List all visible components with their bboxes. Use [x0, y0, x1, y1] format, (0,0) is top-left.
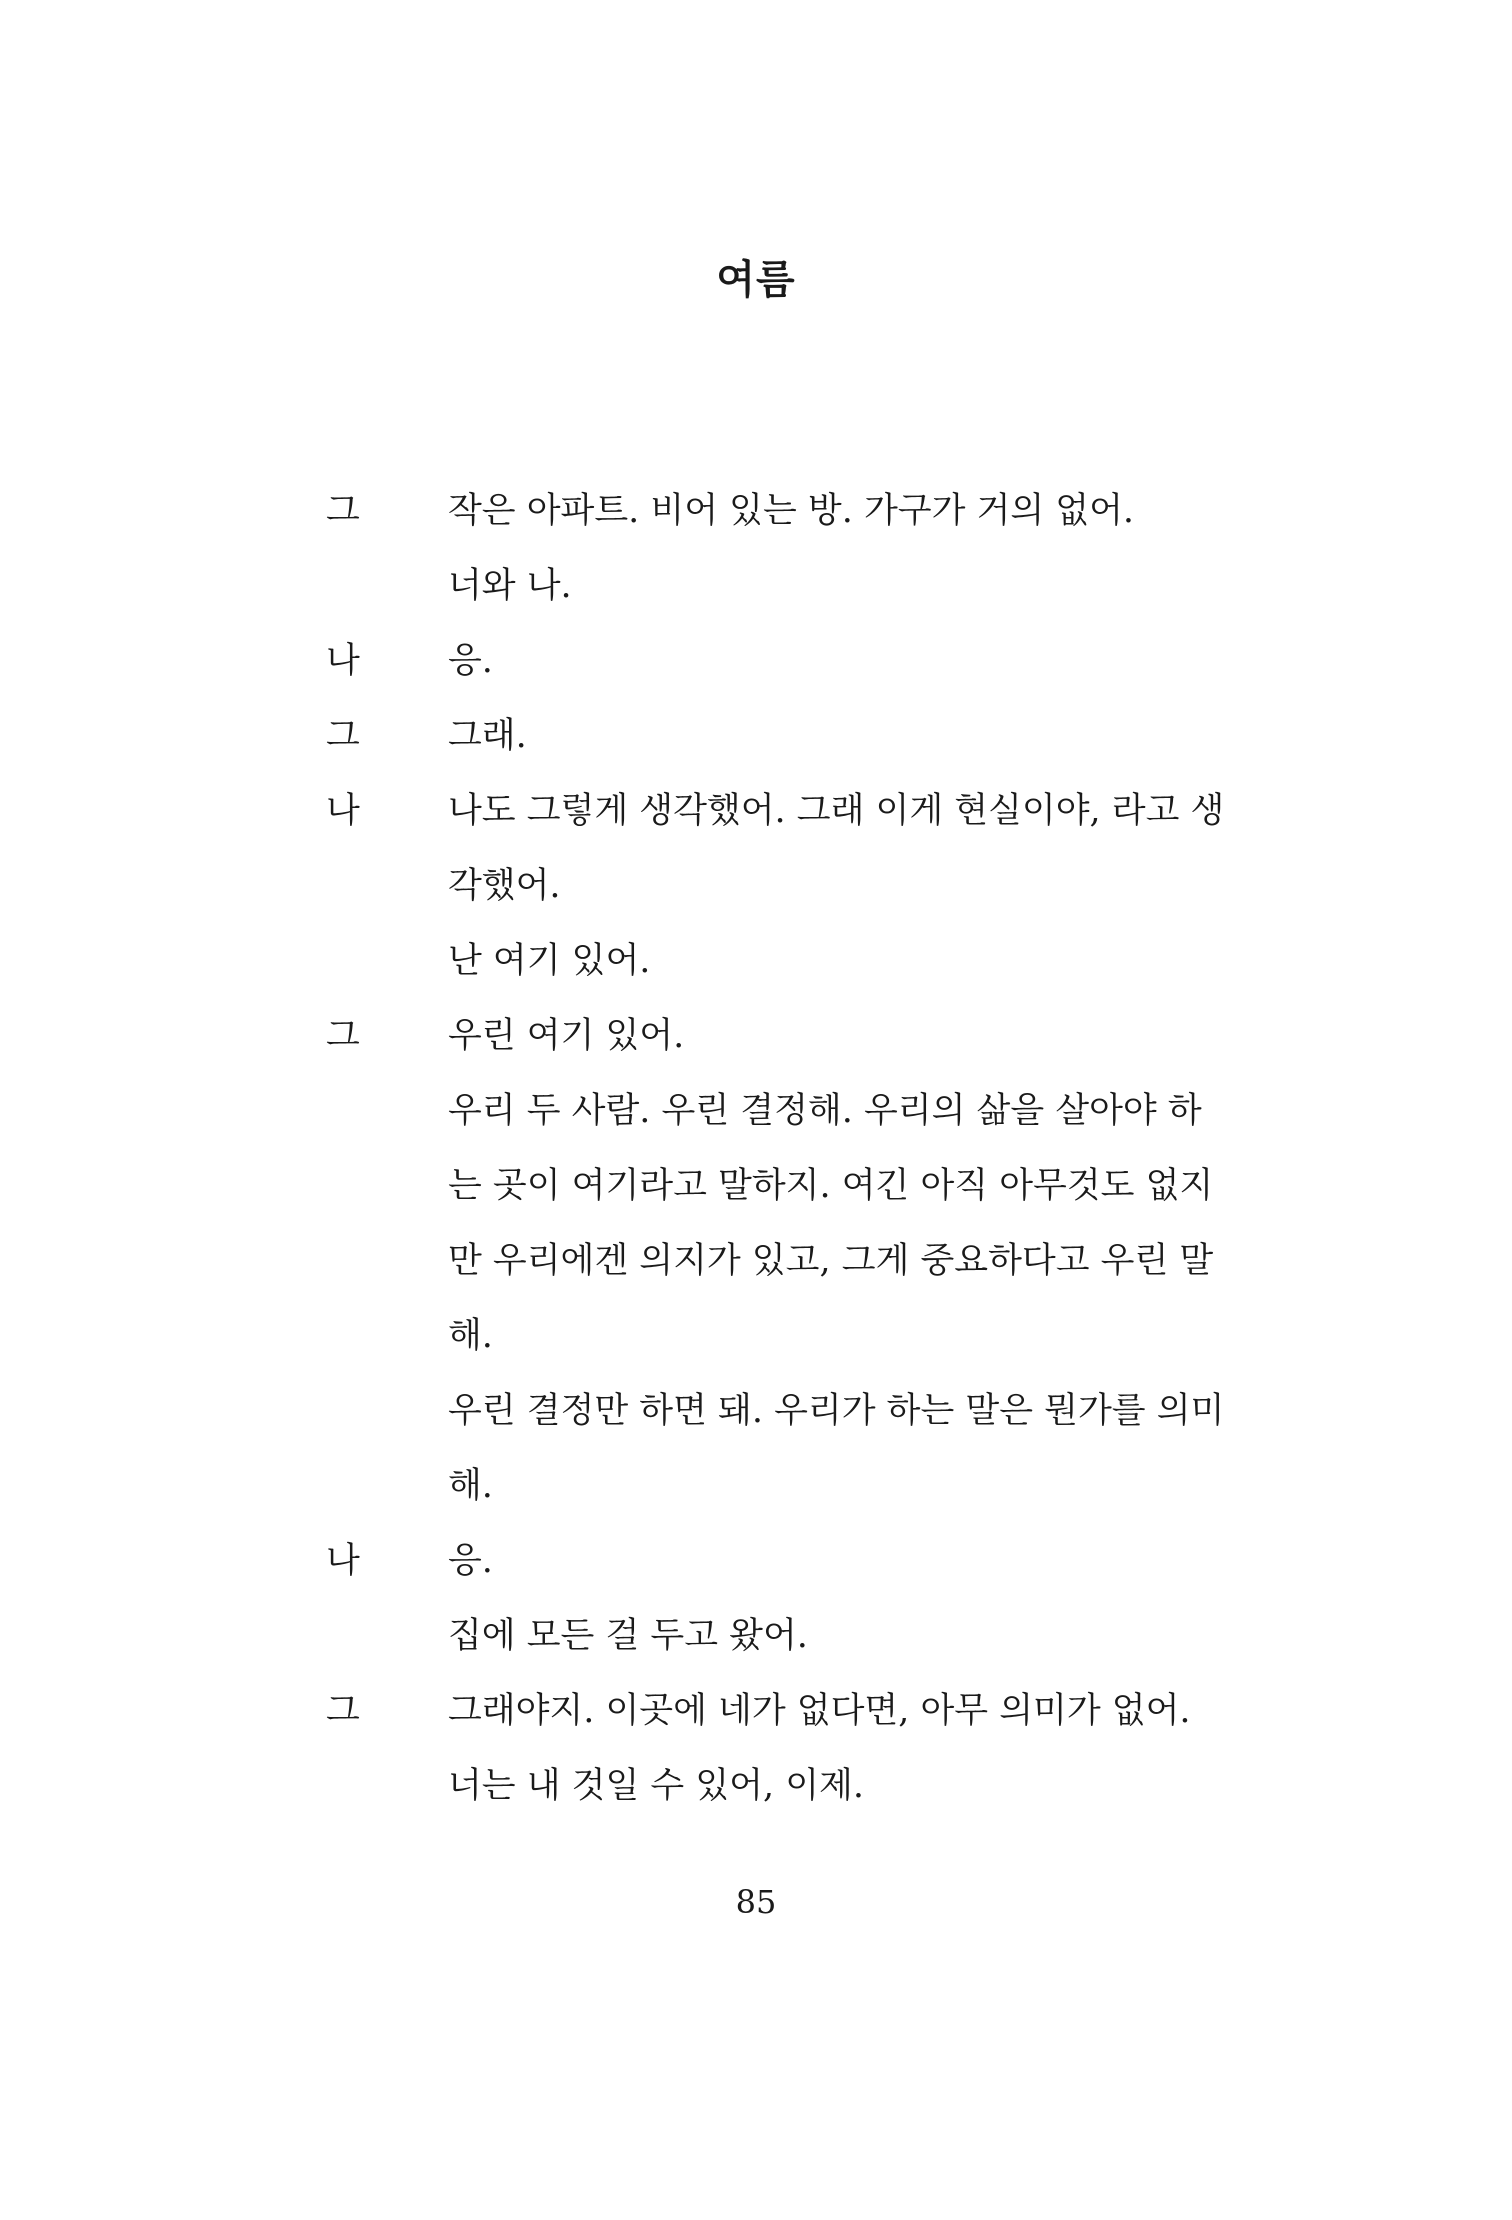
dialogue-line [326, 995, 1266, 1070]
speaker-label: 나 [326, 640, 360, 681]
dialogue-text: 작은 아파트. 비어 있는 방. 가구가 거의 없어. [448, 490, 1135, 531]
dialogue-text: 너는 내 것일 수 있어, 이제. [448, 1765, 864, 1806]
dialogue-text: 우린 여기 있어. [448, 1015, 685, 1056]
dialogue-line [326, 1145, 1266, 1220]
dialogue-line [326, 695, 1266, 770]
dialogue-line [326, 920, 1266, 995]
dialogue-text: 그래야지. 이곳에 네가 없다면, 아무 의미가 없어. [448, 1690, 1191, 1731]
dialogue-line [326, 470, 1266, 545]
page-title: 여름 [716, 256, 796, 303]
dialogue-text: 각했어. [448, 865, 561, 906]
dialogue-text: 응. [448, 1540, 493, 1581]
dialogue [326, 470, 1266, 1820]
dialogue-line [326, 1220, 1266, 1295]
dialogue-text: 너와 나. [448, 565, 572, 606]
speaker-label: 그 [326, 1690, 360, 1731]
dialogue-text: 난 여기 있어. [448, 940, 651, 981]
dialogue-text: 만 우리에겐 의지가 있고, 그게 중요하다고 우린 말 [448, 1240, 1214, 1281]
dialogue-line [326, 1520, 1266, 1595]
dialogue-line [326, 1070, 1266, 1145]
dialogue-text: 집에 모든 걸 두고 왔어. [448, 1615, 808, 1656]
dialogue-text: 응. [448, 640, 493, 681]
speaker-label: 나 [326, 1540, 360, 1581]
dialogue-line [326, 1370, 1266, 1445]
dialogue-line [326, 1745, 1266, 1820]
dialogue-text: 나도 그렇게 생각했어. 그래 이게 현실이야, 라고 생 [448, 790, 1225, 831]
dialogue-line [326, 770, 1266, 845]
dialogue-line [326, 1445, 1266, 1520]
dialogue-line [326, 1595, 1266, 1670]
speaker-label: 그 [326, 1015, 360, 1056]
dialogue-text: 그래. [448, 715, 527, 756]
dialogue-text: 우린 결정만 하면 돼. 우리가 하는 말은 뭔가를 의미 [448, 1390, 1225, 1431]
page-number: 85 [735, 1883, 777, 1921]
dialogue-text: 해. [448, 1465, 493, 1506]
dialogue-text: 우리 두 사람. 우린 결정해. 우리의 삶을 살아야 하 [448, 1090, 1202, 1131]
speaker-label: 나 [326, 790, 360, 831]
dialogue-text: 해. [448, 1315, 493, 1356]
dialogue-line [326, 1295, 1266, 1370]
speaker-label: 그 [326, 490, 360, 531]
dialogue-line [326, 845, 1266, 920]
dialogue-line [326, 1670, 1266, 1745]
speaker-label: 그 [326, 715, 360, 756]
dialogue-line [326, 545, 1266, 620]
dialogue-text: 는 곳이 여기라고 말하지. 여긴 아직 아무것도 없지 [448, 1165, 1214, 1206]
dialogue-line [326, 620, 1266, 695]
